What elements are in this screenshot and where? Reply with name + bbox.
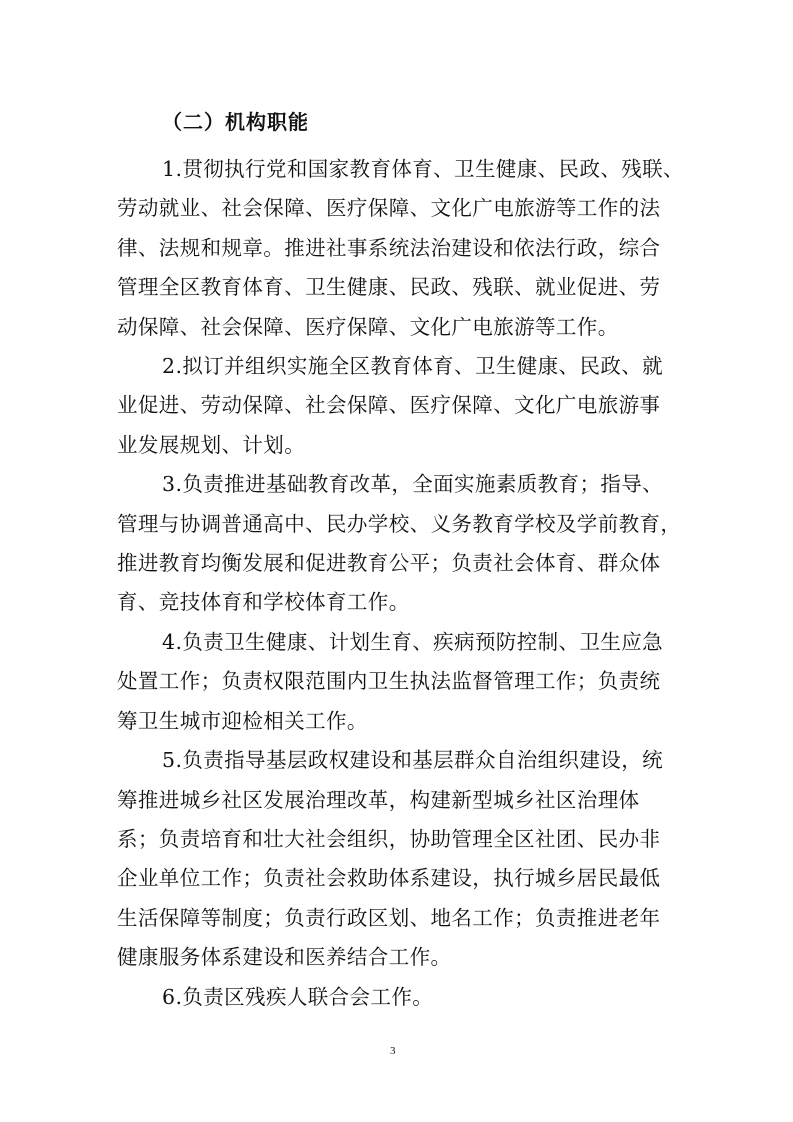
text-line: 推进教育均衡发展和促进教育公平；负责社会体育、群众体 (117, 551, 661, 576)
text-line: 育、竞技体育和学校体育工作。 (117, 590, 410, 615)
text-line: 企业单位工作；负责社会救助体系建设，执行城乡居民最低 (117, 866, 661, 891)
text-line: 健康服务体系建设和医养结合工作。 (117, 945, 452, 970)
text-line: 处置工作；负责权限范围内卫生执法监督管理工作；负责统 (117, 669, 661, 694)
text-line: 4.负责卫生健康、计划生育、疾病预防控制、卫生应急 (162, 629, 664, 654)
text-line: 管理与协调普通高中、民办学校、义务教育学校及学前教育， (117, 511, 682, 536)
body-text (117, 150, 684, 1017)
text-line: 系；负责培育和壮大社会组织，协助管理全区社团、民办非 (117, 826, 661, 851)
page-number: 3 (390, 1045, 396, 1057)
text-line: 管理全区教育体育、卫生健康、民政、残联、就业促进、劳 (117, 275, 661, 300)
text-line: 1.贯彻执行党和国家教育体育、卫生健康、民政、残联、 (162, 157, 684, 181)
text-line: 动保障、社会保障、医疗保障、文化广电旅游等工作。 (117, 314, 619, 339)
text-line: 筹卫生城市迎检相关工作。 (117, 708, 368, 733)
text-line: 业促进、劳动保障、社会保障、医疗保障、文化广电旅游事 (117, 393, 661, 418)
text-line: 业发展规划、计划。 (117, 432, 306, 457)
text-line: 3.负责推进基础教育改革，全面实施素质教育；指导、 (162, 472, 664, 497)
paragraph-2 (117, 347, 677, 465)
text-line: 5.负责指导基层政权建设和基层群众自治组织建设，统 (162, 748, 664, 773)
text-line: 生活保障等制度；负责行政区划、地名工作；负责推进老年 (117, 905, 661, 930)
text-line: 2.拟订并组织实施全区教育体育、卫生健康、民政、就 (162, 354, 664, 379)
paragraph-3 (117, 465, 682, 623)
paragraph-5 (117, 741, 677, 977)
text-line: 律、法规和规章。推进社事系统法治建设和依法行政，综合 (117, 235, 661, 260)
text-line: 筹推进城乡社区发展治理改革，构建新型城乡社区治理体 (117, 787, 640, 812)
text-line: 劳动就业、社会保障、医疗保障、文化广电旅游等工作的法 (117, 196, 661, 221)
paragraph-6 (117, 978, 677, 1017)
section-heading: （二）机构职能 (162, 110, 309, 134)
paragraph-4 (117, 623, 677, 741)
text-line: 6.负责区残疾人联合会工作。 (162, 984, 434, 1009)
paragraph-1 (117, 150, 684, 347)
